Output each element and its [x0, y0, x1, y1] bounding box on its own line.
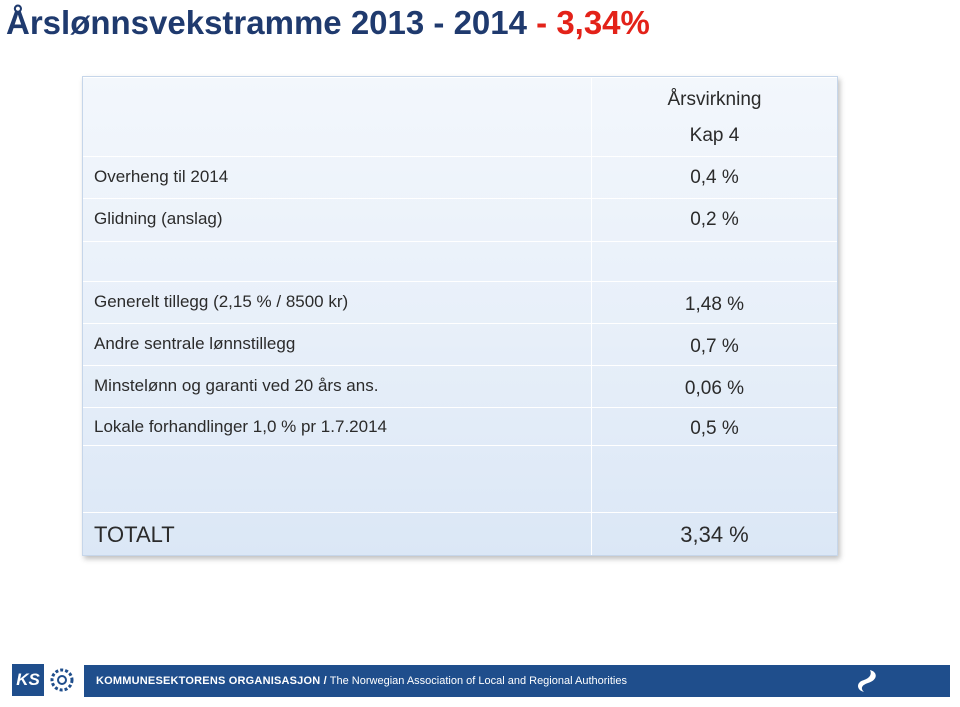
- table-row-empty: [83, 445, 837, 513]
- row-label: Glidning (anslag): [94, 209, 223, 228]
- header-arsvirkning: Årsvirkning: [667, 89, 762, 110]
- org-name: KOMMUNESEKTORENS ORGANISASJON /: [96, 675, 327, 687]
- row-value: 0,06 %: [684, 378, 745, 399]
- row-value: 1,48 %: [684, 294, 745, 315]
- emblem-icon: [48, 664, 76, 696]
- title-main: Årslønnsvekstramme 2013 - 2014: [6, 4, 527, 41]
- total-value: 3,34 %: [680, 522, 749, 547]
- footer-org-text: [96, 665, 627, 697]
- row-label: Minstelønn og garanti ved 20 års ans.: [94, 376, 379, 395]
- table-row: [83, 365, 837, 408]
- title-total-value: 3,34%: [556, 4, 650, 41]
- table-row: [83, 281, 837, 324]
- table-row: [83, 323, 837, 366]
- table-row-empty: [83, 241, 837, 282]
- table-row: [83, 407, 837, 446]
- org-name-en: The Norwegian Association of Local and Regional Authorities: [326, 675, 627, 687]
- row-value: 0,5 %: [690, 418, 739, 439]
- title-separator: -: [526, 4, 557, 41]
- row-value: 0,4 %: [690, 167, 739, 188]
- header-kap4: Kap 4: [689, 125, 740, 146]
- row-value: 0,2 %: [690, 209, 739, 230]
- table-row: [83, 156, 837, 199]
- ks-logo-mark: KS: [12, 664, 44, 696]
- table-total-row: [83, 512, 837, 556]
- row-label: Overheng til 2014: [94, 167, 229, 186]
- row-value: 0,7 %: [690, 336, 739, 357]
- table-row: [83, 198, 837, 242]
- row-label: Generelt tillegg (2,15 % / 8500 kr): [94, 292, 349, 311]
- wage-growth-table: [82, 76, 838, 556]
- page-title: [6, 4, 650, 42]
- row-label: Lokale forhandlinger 1,0 % pr 1.7.2014: [94, 417, 387, 436]
- total-label: TOTALT: [94, 522, 175, 547]
- footer-banner: [84, 665, 950, 697]
- row-label: Andre sentrale lønnstillegg: [94, 334, 296, 353]
- swoosh-icon: [852, 668, 880, 694]
- ks-logo: [12, 664, 76, 696]
- table-header-row: [83, 77, 837, 157]
